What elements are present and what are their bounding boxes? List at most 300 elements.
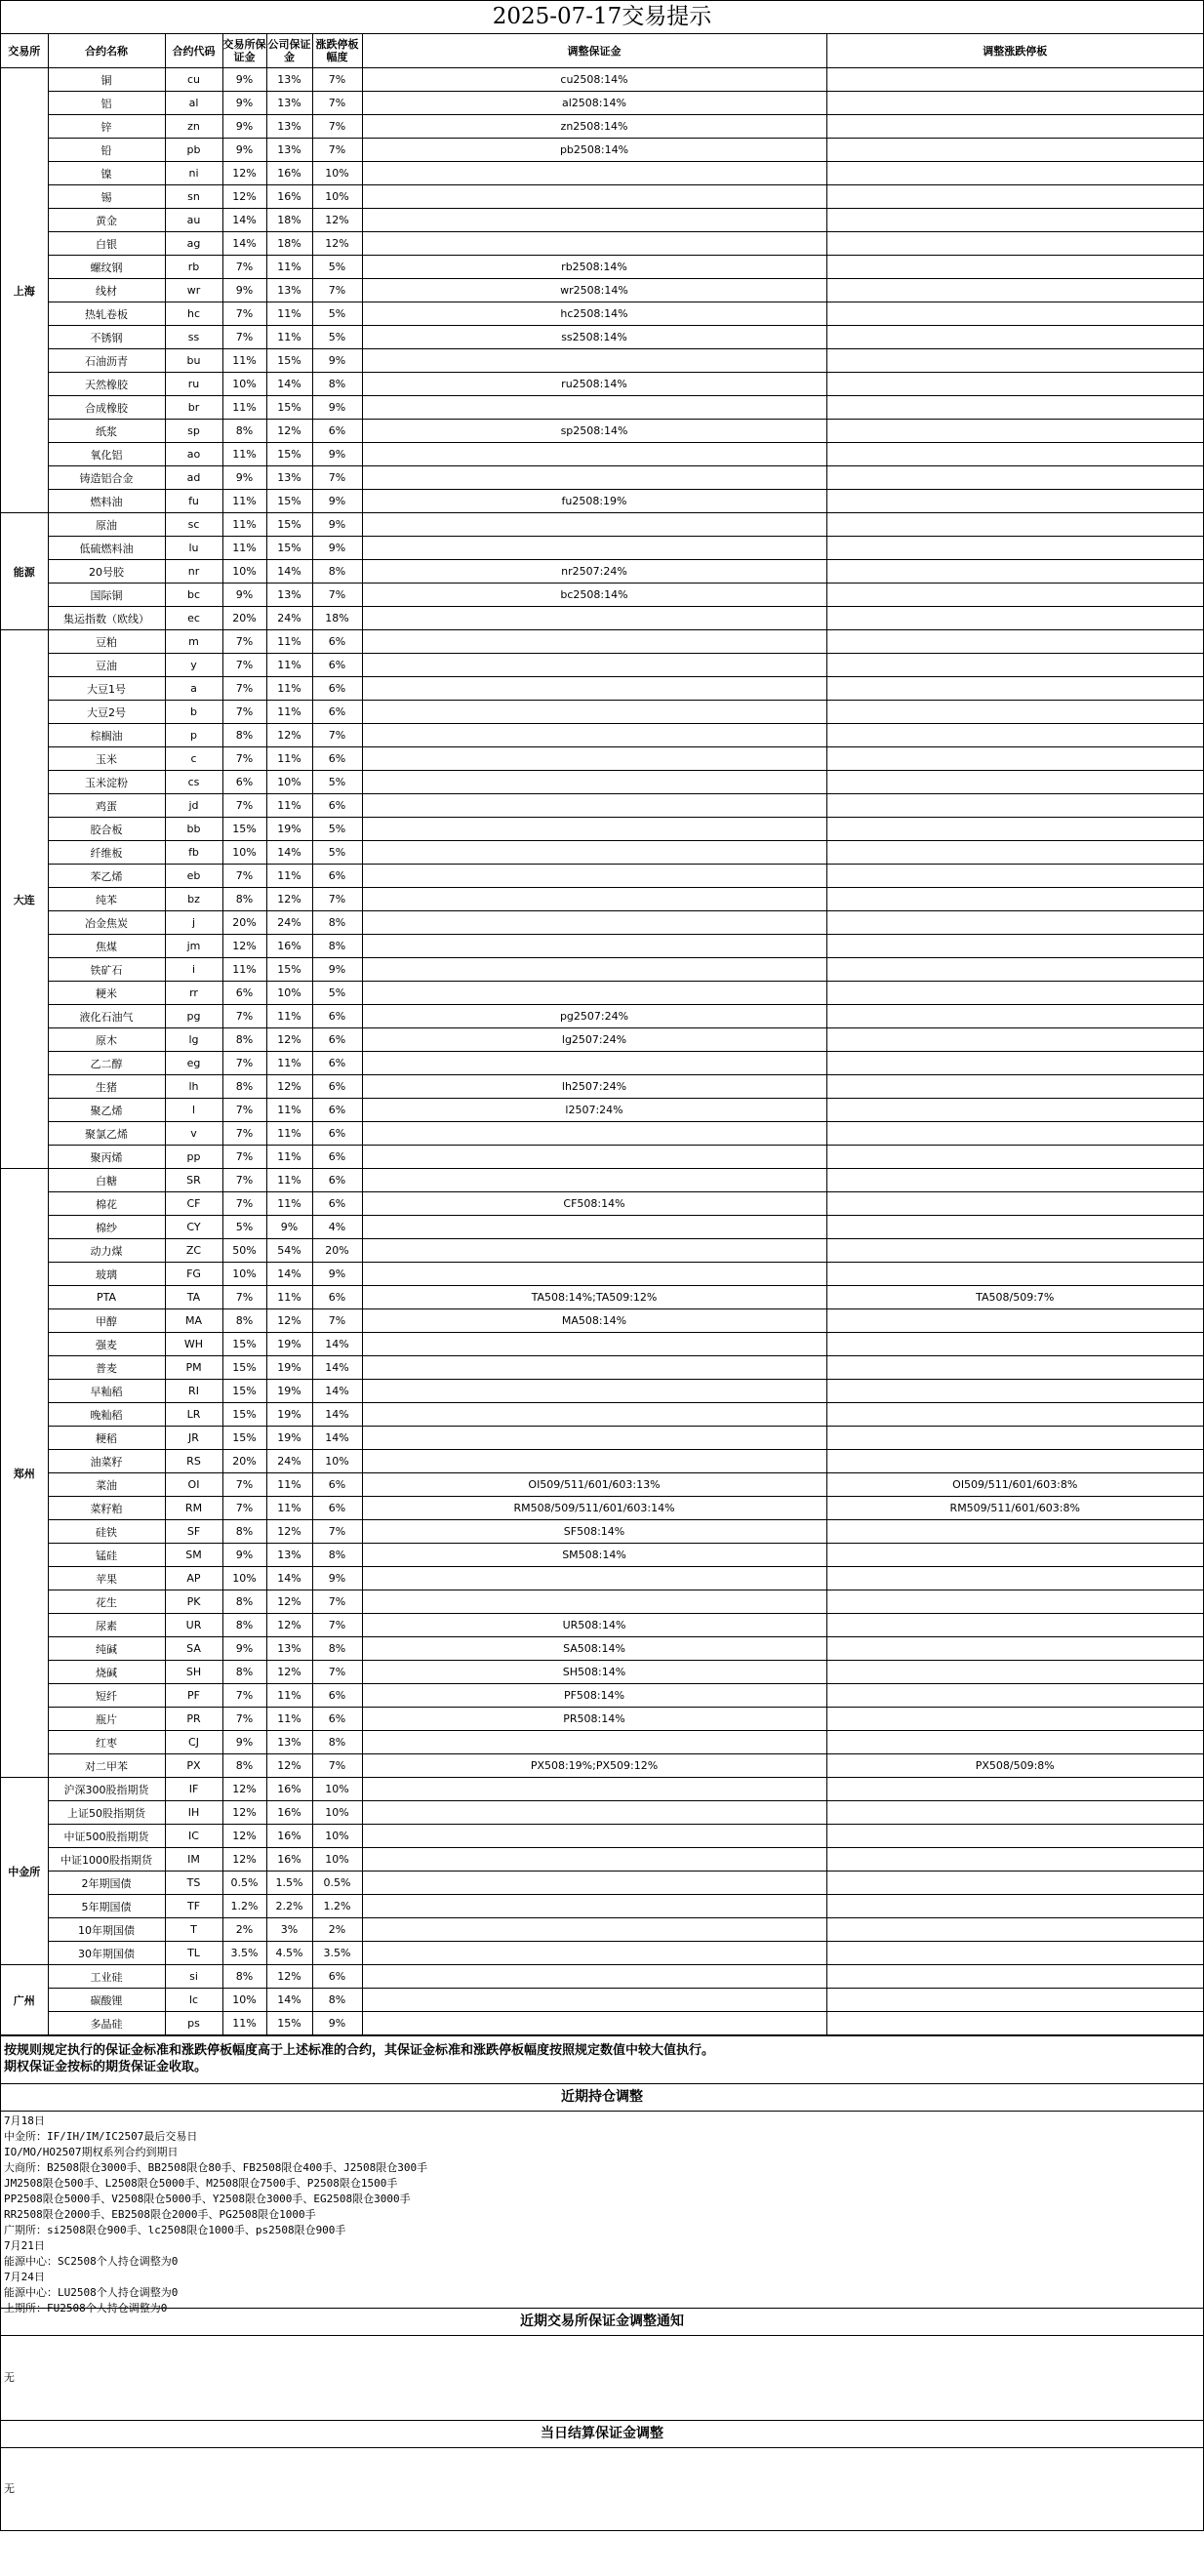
- contract-code-cell: ru: [165, 373, 222, 396]
- adjusted-limit-cell: [826, 1520, 1203, 1544]
- positions-section-body: [1, 2112, 1203, 2314]
- adjusted-limit-cell: [826, 396, 1203, 420]
- contract-code-cell: UR: [165, 1614, 222, 1637]
- table-row: [1, 256, 1203, 279]
- exchange-margin-cell: 8%: [222, 420, 266, 443]
- contract-name-cell: 铸造铝合金: [48, 466, 165, 490]
- price-limit-cell: 3.5%: [312, 1942, 362, 1965]
- table-row: [1, 302, 1203, 326]
- rule-note-line-2: 期权保证金按标的期货保证金收取。: [4, 2060, 208, 2074]
- table-row: [1, 911, 1203, 935]
- company-margin-cell: 11%: [266, 256, 312, 279]
- exchange-margin-cell: 9%: [222, 1544, 266, 1567]
- price-limit-cell: 1.2%: [312, 1895, 362, 1918]
- table-row: [1, 537, 1203, 560]
- price-limit-cell: 7%: [312, 724, 362, 747]
- contract-code-cell: PR: [165, 1708, 222, 1731]
- adjusted-limit-cell: [826, 185, 1203, 209]
- exchange-margin-cell: 2%: [222, 1918, 266, 1942]
- header-company-margin: 公司保证金: [266, 34, 312, 68]
- adjusted-limit-cell: [826, 771, 1203, 794]
- table-row: [1, 1801, 1203, 1825]
- company-margin-cell: 11%: [266, 1286, 312, 1309]
- table-row: [1, 326, 1203, 349]
- contract-code-cell: bb: [165, 818, 222, 841]
- price-limit-cell: 5%: [312, 302, 362, 326]
- company-margin-cell: 16%: [266, 1801, 312, 1825]
- company-margin-cell: 15%: [266, 349, 312, 373]
- table-row: [1, 1263, 1203, 1286]
- contract-name-cell: 原油: [48, 513, 165, 537]
- contract-name-cell: 铜: [48, 68, 165, 92]
- company-margin-cell: 14%: [266, 1263, 312, 1286]
- exchange-margin-cell: 9%: [222, 466, 266, 490]
- exchange-margin-cell: 6%: [222, 771, 266, 794]
- price-limit-cell: 7%: [312, 68, 362, 92]
- price-limit-cell: 14%: [312, 1380, 362, 1403]
- exchange-margin-cell: 9%: [222, 584, 266, 607]
- contract-name-cell: 大豆1号: [48, 677, 165, 701]
- company-margin-cell: 16%: [266, 1778, 312, 1801]
- exchange-margin-cell: 7%: [222, 701, 266, 724]
- contract-name-cell: 动力煤: [48, 1239, 165, 1263]
- price-limit-cell: 10%: [312, 1848, 362, 1872]
- contract-name-cell: 石油沥青: [48, 349, 165, 373]
- company-margin-cell: 13%: [266, 68, 312, 92]
- company-margin-cell: 18%: [266, 209, 312, 232]
- position-adjust-line: 7月24日: [4, 2271, 45, 2283]
- price-limit-cell: 7%: [312, 1309, 362, 1333]
- price-limit-cell: 6%: [312, 1708, 362, 1731]
- exchange-margin-cell: 9%: [222, 92, 266, 115]
- adjusted-limit-cell: [826, 420, 1203, 443]
- contract-name-cell: 锌: [48, 115, 165, 139]
- adjusted-limit-cell: OI509/511/601/603:8%: [826, 1473, 1203, 1497]
- price-limit-cell: 7%: [312, 279, 362, 302]
- adjusted-limit-cell: [826, 326, 1203, 349]
- contract-name-cell: 螺纹钢: [48, 256, 165, 279]
- company-margin-cell: 12%: [266, 1965, 312, 1989]
- exchange-margin-cell: 7%: [222, 794, 266, 818]
- contract-name-cell: 碳酸锂: [48, 1989, 165, 2012]
- contract-code-cell: fb: [165, 841, 222, 865]
- contract-code-cell: rb: [165, 256, 222, 279]
- table-row: [1, 1544, 1203, 1567]
- exchange-margin-cell: 12%: [222, 935, 266, 958]
- contract-code-cell: m: [165, 630, 222, 654]
- exchange-margin-cell: 12%: [222, 162, 266, 185]
- exchange-margin-cell: 7%: [222, 677, 266, 701]
- company-margin-cell: 19%: [266, 1356, 312, 1380]
- price-limit-cell: 6%: [312, 1005, 362, 1028]
- price-limit-cell: 6%: [312, 677, 362, 701]
- adjusted-limit-cell: [826, 982, 1203, 1005]
- contract-code-cell: hc: [165, 302, 222, 326]
- exchange-margin-cell: 11%: [222, 396, 266, 420]
- adjusted-limit-cell: [826, 794, 1203, 818]
- exchange-margin-cell: 7%: [222, 747, 266, 771]
- price-limit-cell: 7%: [312, 584, 362, 607]
- contract-name-cell: 鸡蛋: [48, 794, 165, 818]
- price-limit-cell: 6%: [312, 1052, 362, 1075]
- contract-name-cell: 铅: [48, 139, 165, 162]
- company-margin-cell: 12%: [266, 1614, 312, 1637]
- price-limit-cell: 12%: [312, 232, 362, 256]
- table-row: [1, 1872, 1203, 1895]
- adjusted-limit-cell: [826, 1544, 1203, 1567]
- exchange-margin-cell: 11%: [222, 513, 266, 537]
- contract-code-cell: eg: [165, 1052, 222, 1075]
- contract-name-cell: 不锈钢: [48, 326, 165, 349]
- exchange-margin-cell: 7%: [222, 630, 266, 654]
- contract-code-cell: IM: [165, 1848, 222, 1872]
- table-row: [1, 1497, 1203, 1520]
- exchange-margin-cell: 7%: [222, 1169, 266, 1192]
- company-margin-cell: 15%: [266, 2012, 312, 2035]
- adjusted-limit-cell: [826, 1005, 1203, 1028]
- contract-name-cell: 对二甲苯: [48, 1754, 165, 1778]
- company-margin-cell: 12%: [266, 724, 312, 747]
- contract-name-cell: 玻璃: [48, 1263, 165, 1286]
- contract-name-cell: 大豆2号: [48, 701, 165, 724]
- adjusted-limit-cell: [826, 1192, 1203, 1216]
- company-margin-cell: 15%: [266, 537, 312, 560]
- adjusted-limit-cell: [826, 1895, 1203, 1918]
- contract-name-cell: 沪深300股指期货: [48, 1778, 165, 1801]
- contract-code-cell: AP: [165, 1567, 222, 1590]
- contract-name-cell: 液化石油气: [48, 1005, 165, 1028]
- exchange-margin-cell: 9%: [222, 1637, 266, 1661]
- adjusted-margin-cell: l2507:24%: [362, 1099, 826, 1122]
- table-row: [1, 1380, 1203, 1403]
- contract-name-cell: 油菜籽: [48, 1450, 165, 1473]
- exchange-cell: 广州: [1, 1965, 48, 2035]
- price-limit-cell: 10%: [312, 1801, 362, 1825]
- company-margin-cell: 12%: [266, 1590, 312, 1614]
- adjusted-limit-cell: [826, 654, 1203, 677]
- contract-code-cell: b: [165, 701, 222, 724]
- table-row: [1, 560, 1203, 584]
- price-limit-cell: 6%: [312, 1965, 362, 1989]
- table-row: [1, 1122, 1203, 1146]
- adjusted-limit-cell: [826, 1872, 1203, 1895]
- table-row: [1, 1333, 1203, 1356]
- table-row: [1, 1356, 1203, 1380]
- price-limit-cell: 7%: [312, 1754, 362, 1778]
- company-margin-cell: 10%: [266, 771, 312, 794]
- contract-code-cell: pp: [165, 1146, 222, 1169]
- contract-code-cell: SA: [165, 1637, 222, 1661]
- adjusted-margin-cell: lg2507:24%: [362, 1028, 826, 1052]
- price-limit-cell: 12%: [312, 209, 362, 232]
- contract-code-cell: RS: [165, 1450, 222, 1473]
- adjusted-limit-cell: [826, 935, 1203, 958]
- adjusted-limit-cell: [826, 747, 1203, 771]
- price-limit-cell: 8%: [312, 911, 362, 935]
- adjusted-limit-cell: [826, 1778, 1203, 1801]
- position-adjust-line: 7月18日: [4, 2114, 45, 2127]
- adjusted-margin-cell: [362, 209, 826, 232]
- table-row: [1, 162, 1203, 185]
- exchange-margin-cell: 1.2%: [222, 1895, 266, 1918]
- contract-code-cell: ss: [165, 326, 222, 349]
- contract-name-cell: 苯乙烯: [48, 865, 165, 888]
- adjusted-limit-cell: [826, 1965, 1203, 1989]
- exchange-margin-cell: 7%: [222, 1708, 266, 1731]
- company-margin-cell: 12%: [266, 420, 312, 443]
- contract-code-cell: pg: [165, 1005, 222, 1028]
- company-margin-cell: 11%: [266, 1146, 312, 1169]
- price-limit-cell: 6%: [312, 747, 362, 771]
- adjusted-margin-cell: [362, 1801, 826, 1825]
- exchange-margin-cell: 10%: [222, 841, 266, 865]
- company-margin-cell: 16%: [266, 1825, 312, 1848]
- adjusted-margin-cell: [362, 1263, 826, 1286]
- table-header-row: [1, 34, 1203, 68]
- company-margin-cell: 11%: [266, 1005, 312, 1028]
- price-limit-cell: 5%: [312, 326, 362, 349]
- contract-code-cell: TF: [165, 1895, 222, 1918]
- price-limit-cell: 9%: [312, 349, 362, 373]
- contract-name-cell: 棕榈油: [48, 724, 165, 747]
- table-row: [1, 1731, 1203, 1754]
- table-row: [1, 443, 1203, 466]
- table-row: [1, 1567, 1203, 1590]
- exchange-margin-cell: 7%: [222, 256, 266, 279]
- company-margin-cell: 2.2%: [266, 1895, 312, 1918]
- company-margin-cell: 16%: [266, 1848, 312, 1872]
- contract-name-cell: 红枣: [48, 1731, 165, 1754]
- exchange-margin-cell: 15%: [222, 818, 266, 841]
- contract-code-cell: zn: [165, 115, 222, 139]
- header-exchange: 交易所: [1, 34, 48, 68]
- table-row: [1, 982, 1203, 1005]
- exchange-margin-cell: 0.5%: [222, 1872, 266, 1895]
- adjusted-limit-cell: [826, 1637, 1203, 1661]
- contract-code-cell: au: [165, 209, 222, 232]
- adjusted-limit-cell: [826, 865, 1203, 888]
- contract-code-cell: TA: [165, 1286, 222, 1309]
- contract-code-cell: jd: [165, 794, 222, 818]
- exchange-margin-cell: 7%: [222, 654, 266, 677]
- company-margin-cell: 14%: [266, 841, 312, 865]
- price-limit-cell: 5%: [312, 841, 362, 865]
- exchange-margin-cell: 8%: [222, 1590, 266, 1614]
- adjusted-margin-cell: RM508/509/511/601/603:14%: [362, 1497, 826, 1520]
- adjusted-margin-cell: CF508:14%: [362, 1192, 826, 1216]
- adjusted-margin-cell: [362, 1731, 826, 1754]
- contract-code-cell: v: [165, 1122, 222, 1146]
- adjusted-limit-cell: [826, 888, 1203, 911]
- exchange-margin-cell: 15%: [222, 1380, 266, 1403]
- contract-code-cell: PM: [165, 1356, 222, 1380]
- adjusted-margin-cell: [362, 1778, 826, 1801]
- table-row: [1, 1848, 1203, 1872]
- contract-name-cell: 聚丙烯: [48, 1146, 165, 1169]
- contract-name-cell: 黄金: [48, 209, 165, 232]
- exchange-margin-cell: 15%: [222, 1427, 266, 1450]
- adjusted-margin-cell: [362, 747, 826, 771]
- adjusted-margin-cell: [362, 537, 826, 560]
- company-margin-cell: 11%: [266, 865, 312, 888]
- price-limit-cell: 5%: [312, 771, 362, 794]
- contract-name-cell: 原木: [48, 1028, 165, 1052]
- company-margin-cell: 4.5%: [266, 1942, 312, 1965]
- header-price-limit: 涨跌停板幅度: [312, 34, 362, 68]
- rule-note: [1, 2035, 1203, 2083]
- table-row: [1, 1005, 1203, 1028]
- company-margin-cell: 13%: [266, 92, 312, 115]
- exchange-margin-cell: 20%: [222, 1450, 266, 1473]
- contract-code-cell: bz: [165, 888, 222, 911]
- adjusted-limit-cell: [826, 1450, 1203, 1473]
- adjusted-limit-cell: [826, 677, 1203, 701]
- adjusted-limit-cell: [826, 2012, 1203, 2035]
- contract-name-cell: 焦煤: [48, 935, 165, 958]
- adjusted-limit-cell: RM509/511/601/603:8%: [826, 1497, 1203, 1520]
- price-limit-cell: 6%: [312, 1684, 362, 1708]
- adjusted-margin-cell: [362, 794, 826, 818]
- price-limit-cell: 6%: [312, 1099, 362, 1122]
- exchange-margin-cell: 12%: [222, 1825, 266, 1848]
- adjusted-limit-cell: [826, 1075, 1203, 1099]
- exchange-cell: 大连: [1, 630, 48, 1169]
- adjusted-margin-cell: [362, 1333, 826, 1356]
- contract-code-cell: l: [165, 1099, 222, 1122]
- adjusted-limit-cell: [826, 1731, 1203, 1754]
- company-margin-cell: 10%: [266, 982, 312, 1005]
- company-margin-cell: 11%: [266, 701, 312, 724]
- exchange-margin-cell: 7%: [222, 1192, 266, 1216]
- price-limit-cell: 10%: [312, 185, 362, 209]
- adjusted-margin-cell: [362, 1848, 826, 1872]
- contract-code-cell: bu: [165, 349, 222, 373]
- adjusted-margin-cell: [362, 911, 826, 935]
- company-margin-cell: 11%: [266, 302, 312, 326]
- table-row: [1, 1028, 1203, 1052]
- exchange-margin-cell: 15%: [222, 1356, 266, 1380]
- adjusted-limit-cell: [826, 1989, 1203, 2012]
- contract-code-cell: jm: [165, 935, 222, 958]
- adjusted-limit-cell: [826, 1801, 1203, 1825]
- contract-name-cell: 纸浆: [48, 420, 165, 443]
- contract-name-cell: 纤维板: [48, 841, 165, 865]
- table-row: [1, 1590, 1203, 1614]
- contract-code-cell: al: [165, 92, 222, 115]
- table-row: [1, 349, 1203, 373]
- contract-code-cell: ZC: [165, 1239, 222, 1263]
- contract-code-cell: IF: [165, 1778, 222, 1801]
- price-limit-cell: 6%: [312, 654, 362, 677]
- company-margin-cell: 15%: [266, 443, 312, 466]
- adjusted-limit-cell: [826, 162, 1203, 185]
- table-row: [1, 1661, 1203, 1684]
- company-margin-cell: 14%: [266, 1567, 312, 1590]
- rule-note-line-1: 按规则规定执行的保证金标准和涨跌停板幅度高于上述标准的合约，其保证金标准和涨跌停板幅度按照规定数值中较大值执行。: [4, 2043, 715, 2058]
- contract-name-cell: 天然橡胶: [48, 373, 165, 396]
- adjusted-margin-cell: [362, 1122, 826, 1146]
- adjusted-margin-cell: [362, 1239, 826, 1263]
- contract-code-cell: CF: [165, 1192, 222, 1216]
- price-limit-cell: 7%: [312, 92, 362, 115]
- contract-name-cell: 燃料油: [48, 490, 165, 513]
- contract-name-cell: 10年期国债: [48, 1918, 165, 1942]
- contract-code-cell: IH: [165, 1801, 222, 1825]
- table-row: [1, 1309, 1203, 1333]
- contract-name-cell: 聚乙烯: [48, 1099, 165, 1122]
- price-limit-cell: 14%: [312, 1403, 362, 1427]
- adjusted-margin-cell: [362, 1052, 826, 1075]
- table-row: [1, 841, 1203, 865]
- contract-code-cell: SR: [165, 1169, 222, 1192]
- exchange-margin-cell: 5%: [222, 1216, 266, 1239]
- exchange-margin-cell: 15%: [222, 1403, 266, 1427]
- adjusted-margin-cell: [362, 865, 826, 888]
- contract-name-cell: 粳稻: [48, 1427, 165, 1450]
- adjusted-margin-cell: [362, 349, 826, 373]
- company-margin-cell: 54%: [266, 1239, 312, 1263]
- position-adjust-line: JM2508限仓500手、L2508限仓5000手、M2508限仓7500手、P2508限仓1500手: [4, 2177, 398, 2190]
- adjusted-margin-cell: pg2507:24%: [362, 1005, 826, 1028]
- table-row: [1, 1403, 1203, 1427]
- company-margin-cell: 13%: [266, 466, 312, 490]
- adjusted-margin-cell: al2508:14%: [362, 92, 826, 115]
- adjusted-limit-cell: [826, 1403, 1203, 1427]
- company-margin-cell: 13%: [266, 115, 312, 139]
- table-row: [1, 1708, 1203, 1731]
- company-margin-cell: 15%: [266, 513, 312, 537]
- company-margin-cell: 11%: [266, 1169, 312, 1192]
- adjusted-margin-cell: [362, 1872, 826, 1895]
- price-limit-cell: 7%: [312, 1520, 362, 1544]
- contract-code-cell: lg: [165, 1028, 222, 1052]
- adjusted-margin-cell: fu2508:19%: [362, 490, 826, 513]
- contract-code-cell: nr: [165, 560, 222, 584]
- company-margin-cell: 11%: [266, 654, 312, 677]
- adjusted-margin-cell: [362, 396, 826, 420]
- contract-code-cell: ag: [165, 232, 222, 256]
- contract-name-cell: 氧化铝: [48, 443, 165, 466]
- adjusted-limit-cell: [826, 1427, 1203, 1450]
- company-margin-cell: 3%: [266, 1918, 312, 1942]
- adjusted-limit-cell: [826, 1684, 1203, 1708]
- adjusted-margin-cell: [362, 1427, 826, 1450]
- company-margin-cell: 16%: [266, 935, 312, 958]
- company-margin-cell: 11%: [266, 1497, 312, 1520]
- price-limit-cell: 6%: [312, 701, 362, 724]
- company-margin-cell: 14%: [266, 1989, 312, 2012]
- company-margin-cell: 16%: [266, 185, 312, 209]
- table-row: [1, 1169, 1203, 1192]
- company-margin-cell: 9%: [266, 1216, 312, 1239]
- adjusted-limit-cell: [826, 911, 1203, 935]
- exchange-margin-cell: 12%: [222, 1778, 266, 1801]
- adjusted-margin-cell: wr2508:14%: [362, 279, 826, 302]
- company-margin-cell: 13%: [266, 279, 312, 302]
- price-limit-cell: 8%: [312, 935, 362, 958]
- contract-code-cell: SM: [165, 1544, 222, 1567]
- contract-name-cell: 低硫燃料油: [48, 537, 165, 560]
- adjusted-margin-cell: [362, 1450, 826, 1473]
- adjusted-limit-cell: [826, 513, 1203, 537]
- price-limit-cell: 6%: [312, 1497, 362, 1520]
- contract-code-cell: y: [165, 654, 222, 677]
- adjusted-limit-cell: [826, 1825, 1203, 1848]
- contract-code-cell: SF: [165, 1520, 222, 1544]
- exchange-margin-notice-body: 无: [4, 2371, 15, 2384]
- adjusted-margin-cell: [362, 185, 826, 209]
- table-row: [1, 1427, 1203, 1450]
